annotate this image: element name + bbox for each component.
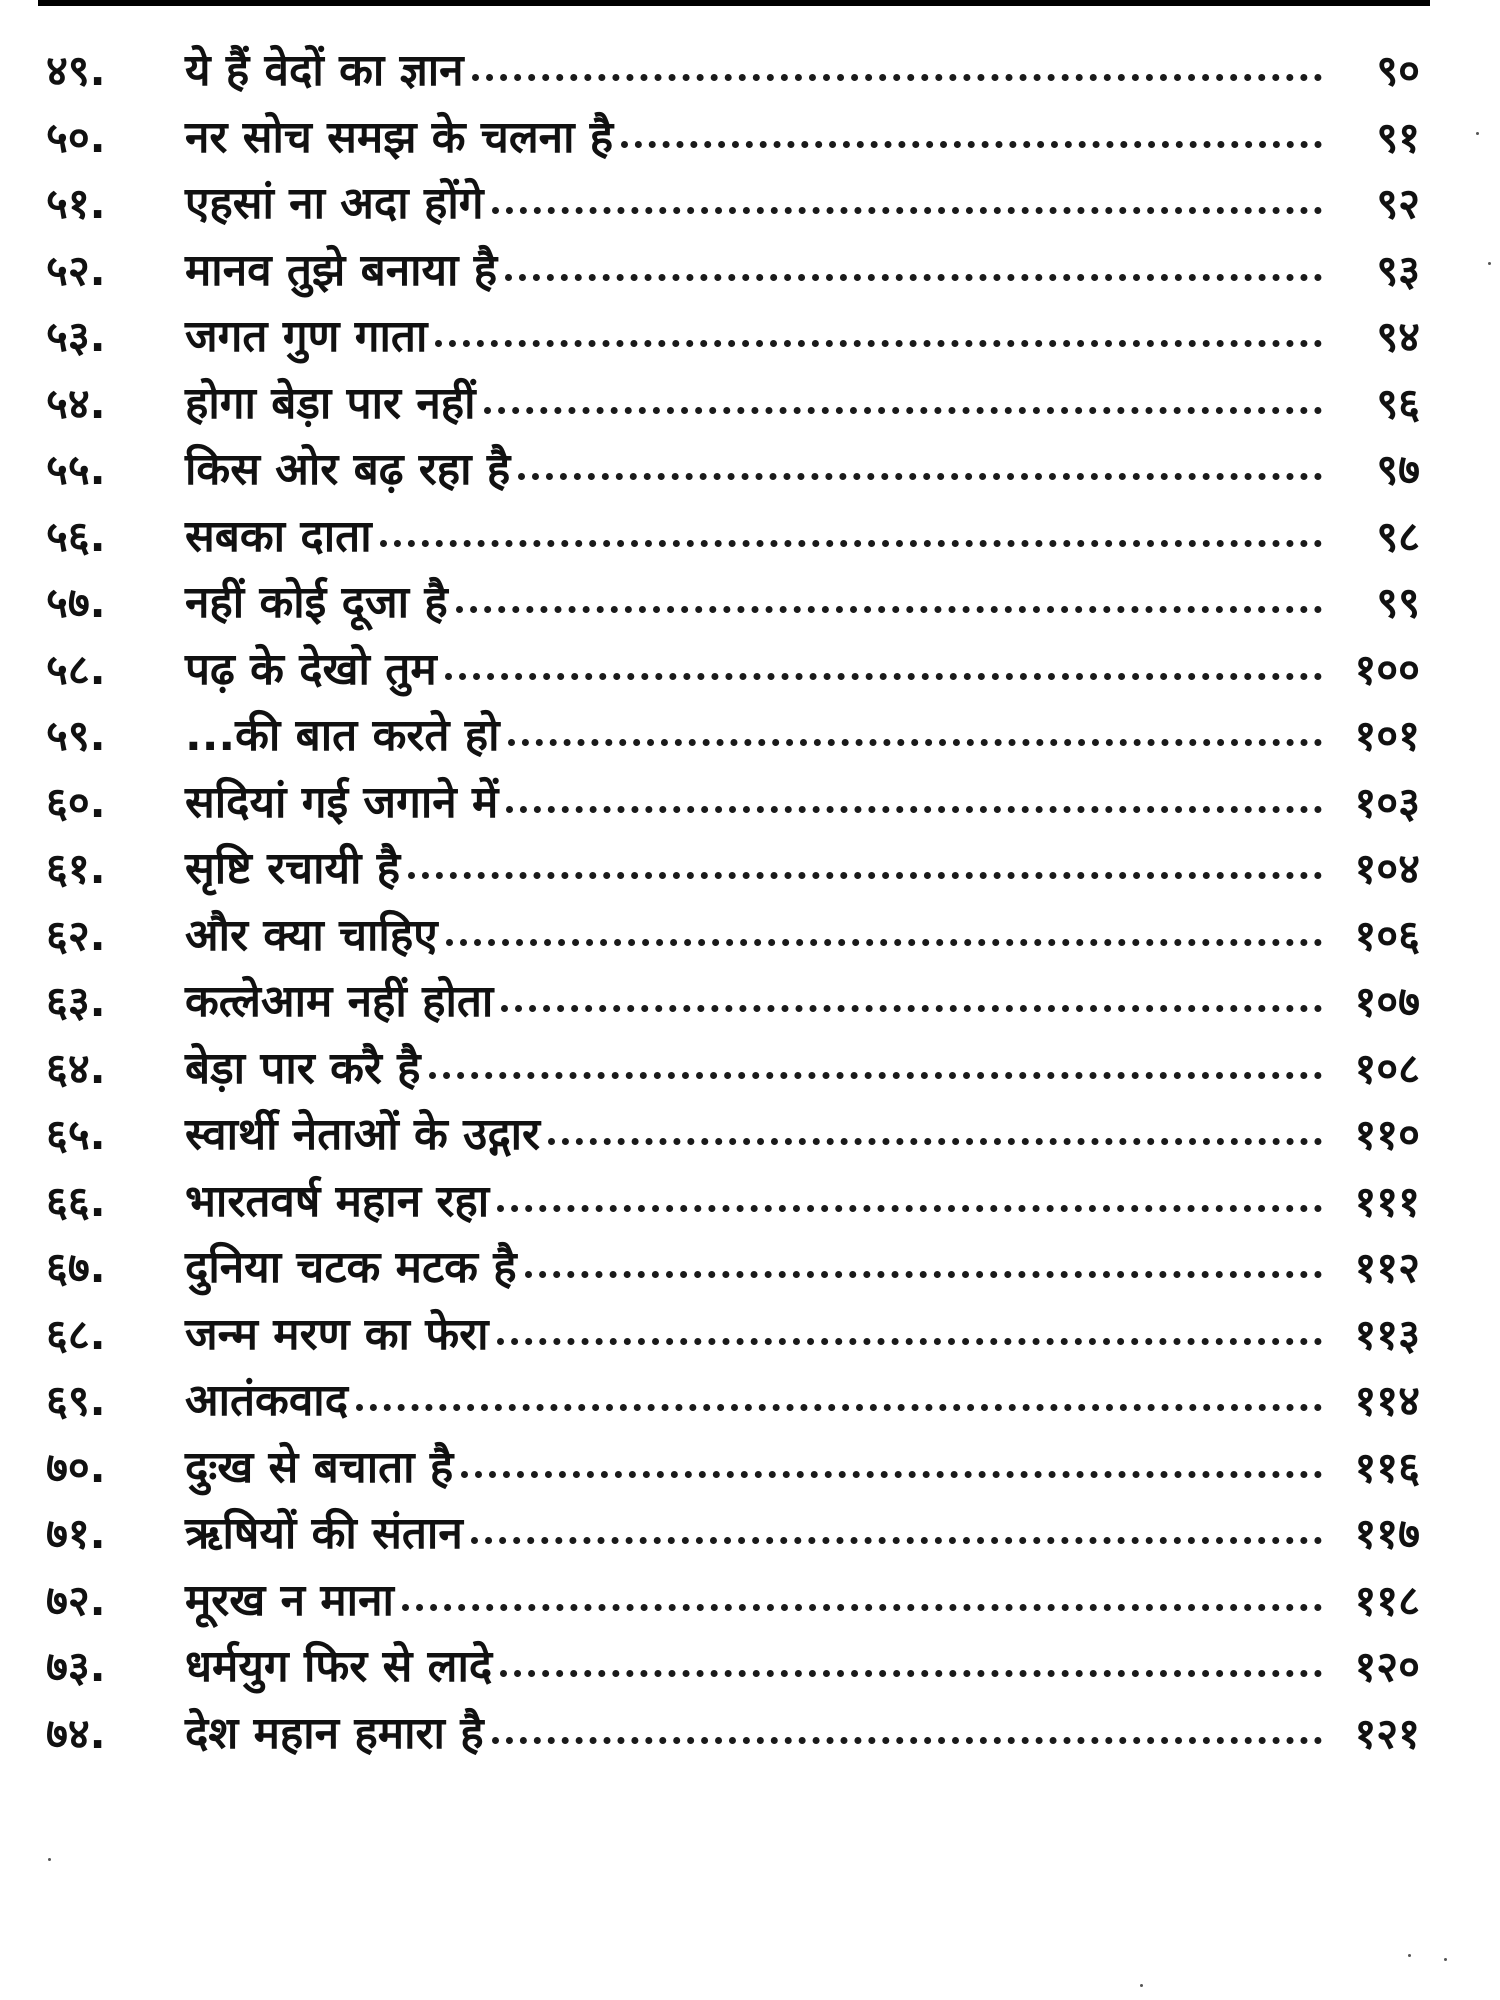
entry-number: ५४. <box>46 378 106 428</box>
entry-page-number: ११३ <box>1354 1309 1420 1359</box>
entry-line <box>185 445 1420 497</box>
scan-speck <box>1140 1984 1143 1987</box>
toc-entry <box>0 236 1500 303</box>
entry-number: ६८. <box>46 1309 106 1359</box>
dot-leader <box>408 872 1322 879</box>
entry-page-number: १०७ <box>1354 977 1420 1026</box>
toc-entry <box>0 1499 1500 1566</box>
toc-entry <box>0 901 1500 968</box>
toc-entry <box>0 967 1500 1034</box>
entry-page-number: १०६ <box>1354 910 1420 960</box>
dot-leader <box>506 806 1322 813</box>
entry-line <box>185 1509 1420 1561</box>
dot-leader <box>548 1138 1322 1145</box>
entry-page-number: ९० <box>1376 46 1420 95</box>
entry-line <box>185 512 1420 564</box>
toc-entry <box>0 169 1500 236</box>
entry-title: बेड़ा पार करै है <box>185 1042 421 1094</box>
entry-number: ५८. <box>46 644 106 694</box>
dot-leader <box>484 407 1322 414</box>
entry-page-number: ९३ <box>1376 245 1420 295</box>
dot-leader <box>492 207 1322 214</box>
entry-number: ५०. <box>46 112 106 162</box>
toc-entry <box>0 1366 1500 1433</box>
toc-entry <box>0 568 1500 635</box>
dot-leader <box>505 274 1322 281</box>
entry-title: नहीं कोई दूजा है <box>185 577 448 628</box>
scan-speck <box>48 1858 51 1861</box>
dot-leader <box>380 540 1322 547</box>
dot-leader <box>525 1271 1322 1278</box>
dot-leader <box>429 1072 1322 1079</box>
entry-page-number: १०४ <box>1354 844 1420 893</box>
entry-title: कत्लेआम नहीं होता <box>185 976 494 1027</box>
toc-entry <box>0 1566 1500 1633</box>
entry-page-number: ११६ <box>1354 1442 1420 1492</box>
dot-leader <box>356 1404 1322 1411</box>
entry-title: स्वार्थी नेताओं के उद्गार <box>185 1109 541 1160</box>
entry-number: ६५. <box>46 1110 106 1159</box>
toc-entry <box>0 36 1500 103</box>
toc-entry <box>0 768 1500 835</box>
entry-line <box>185 645 1420 697</box>
toc-entry <box>0 502 1500 569</box>
entry-page-number: ९६ <box>1376 378 1420 428</box>
entry-number: ५२. <box>46 245 106 295</box>
toc-entry <box>0 635 1500 702</box>
entry-page-number: ९८ <box>1376 511 1420 561</box>
toc-entry <box>0 302 1500 369</box>
toc-entry <box>0 1632 1500 1699</box>
dot-leader <box>518 473 1322 480</box>
table-of-contents <box>0 36 1500 1765</box>
entry-number: ५३. <box>46 312 106 361</box>
toc-entry <box>0 435 1500 502</box>
entry-title: एहसां ना अदा होंगे <box>185 178 484 229</box>
entry-page-number: १०३ <box>1354 777 1420 827</box>
entry-page-number: ९९ <box>1376 578 1420 627</box>
entry-title: मानव तुझे बनाया है <box>185 244 498 296</box>
entry-page-number: १०१ <box>1354 711 1420 760</box>
dot-leader <box>492 1737 1322 1744</box>
entry-page-number: १२० <box>1354 1642 1420 1691</box>
entry-line <box>185 1376 1420 1428</box>
entry-number: ४९. <box>46 46 106 95</box>
entry-number: ६१. <box>46 844 106 893</box>
entry-page-number: ९१ <box>1376 112 1420 162</box>
toc-entry <box>0 369 1500 436</box>
entry-title: ...की बात करते हो <box>185 710 500 761</box>
entry-number: ७४. <box>46 1708 106 1758</box>
entry-title: देश महान हमारा है <box>185 1707 484 1759</box>
entry-line <box>185 46 1420 98</box>
entry-title: आतंकवाद <box>185 1375 349 1426</box>
entry-line <box>185 578 1420 630</box>
dot-leader <box>497 1338 1322 1345</box>
entry-line <box>185 1044 1420 1096</box>
entry-number: ७१. <box>46 1509 106 1558</box>
entry-title: जन्म मरण का फेरा <box>185 1308 489 1360</box>
entry-title: किस ओर बढ़ रहा है <box>185 444 511 495</box>
entry-page-number: १११ <box>1354 1176 1420 1226</box>
dot-leader <box>456 606 1322 613</box>
dot-leader <box>435 340 1322 347</box>
entry-title: धर्मयुग फिर से लादे <box>185 1641 493 1692</box>
entry-line <box>185 911 1420 963</box>
dot-leader <box>508 739 1322 746</box>
entry-number: ५७. <box>46 578 106 627</box>
toc-entry <box>0 1433 1500 1500</box>
entry-page-number: ९४ <box>1376 312 1420 361</box>
entry-page-number: ११० <box>1354 1110 1420 1159</box>
entry-line <box>185 113 1420 165</box>
scan-speck <box>1488 262 1491 265</box>
entry-line <box>185 977 1420 1029</box>
entry-line <box>185 1310 1420 1362</box>
entry-page-number: ११४ <box>1354 1376 1420 1425</box>
entry-number: ५१. <box>46 179 106 228</box>
entry-number: ५६. <box>46 511 106 561</box>
entry-line <box>185 711 1420 763</box>
entry-page-number: ९२ <box>1376 179 1420 228</box>
entry-title: दुनिया चटक मटक है <box>185 1242 517 1293</box>
entry-line <box>185 312 1420 364</box>
dot-leader <box>402 1604 1322 1611</box>
entry-title: पढ़ के देखो तुम <box>185 643 437 695</box>
entry-page-number: १२१ <box>1354 1708 1420 1758</box>
entry-page-number: १०० <box>1354 644 1420 694</box>
dot-leader <box>445 673 1322 680</box>
entry-title: दुःख से बचाता है <box>185 1441 454 1493</box>
entry-page-number: ११७ <box>1354 1509 1420 1558</box>
entry-number: ७२. <box>46 1575 106 1625</box>
entry-number: ६४. <box>46 1043 106 1093</box>
entry-page-number: ११२ <box>1354 1243 1420 1292</box>
dot-leader <box>446 939 1322 946</box>
entry-line <box>185 1110 1420 1162</box>
toc-entry <box>0 1167 1500 1234</box>
entry-number: ६९. <box>46 1376 106 1425</box>
entry-title: नर सोच समझ के चलना है <box>185 111 614 163</box>
dot-leader <box>472 74 1322 81</box>
dot-leader <box>461 1471 1322 1478</box>
entry-title: भारतवर्ष महान रहा <box>185 1175 490 1227</box>
entry-title: सृष्टि रचायी है <box>185 843 401 894</box>
top-rule <box>38 0 1430 6</box>
toc-entry <box>0 1100 1500 1167</box>
entry-number: ६०. <box>46 777 106 827</box>
entry-number: ५९. <box>46 711 106 760</box>
entry-line <box>185 778 1420 830</box>
entry-title: सबका दाता <box>185 510 372 562</box>
entry-title: होगा बेड़ा पार नहीं <box>185 377 476 429</box>
toc-entry <box>0 1233 1500 1300</box>
entry-line <box>185 246 1420 298</box>
entry-line <box>185 179 1420 231</box>
entry-number: ७३. <box>46 1642 106 1691</box>
entry-page-number: ११८ <box>1354 1575 1420 1625</box>
entry-line <box>185 379 1420 431</box>
dot-leader <box>500 1670 1322 1677</box>
entry-number: ५५. <box>46 445 106 494</box>
entry-title: सदियां गई जगाने में <box>185 776 499 828</box>
toc-entry <box>0 834 1500 901</box>
entry-number: ६२. <box>46 910 106 960</box>
entry-page-number: ९७ <box>1376 445 1420 494</box>
entry-line <box>185 1443 1420 1495</box>
toc-entry <box>0 701 1500 768</box>
entry-line <box>185 1709 1420 1761</box>
scan-speck <box>1408 1954 1411 1957</box>
entry-title: ऋषियों की संतान <box>185 1508 463 1559</box>
entry-title: जगत गुण गाता <box>185 311 428 362</box>
entry-number: ६३. <box>46 977 106 1026</box>
toc-entry <box>0 103 1500 170</box>
entry-number: ६६. <box>46 1176 106 1226</box>
dot-leader <box>497 1205 1322 1212</box>
dot-leader <box>501 1005 1322 1012</box>
entry-number: ६७. <box>46 1243 106 1292</box>
dot-leader <box>471 1537 1322 1544</box>
entry-title: मूरख न माना <box>185 1574 394 1626</box>
entry-number: ७०. <box>46 1442 106 1492</box>
scan-speck <box>1476 132 1479 135</box>
entry-line <box>185 1642 1420 1694</box>
entry-line <box>185 844 1420 896</box>
toc-entry <box>0 1034 1500 1101</box>
scan-speck <box>1444 1958 1447 1961</box>
entry-title: और क्या चाहिए <box>185 909 438 961</box>
toc-entry <box>0 1699 1500 1766</box>
entry-title: ये हैं वेदों का ज्ञान <box>185 45 464 96</box>
dot-leader <box>621 141 1322 148</box>
toc-entry <box>0 1300 1500 1367</box>
entry-line <box>185 1243 1420 1295</box>
entry-page-number: १०८ <box>1354 1043 1420 1093</box>
entry-line <box>185 1576 1420 1628</box>
entry-line <box>185 1177 1420 1229</box>
